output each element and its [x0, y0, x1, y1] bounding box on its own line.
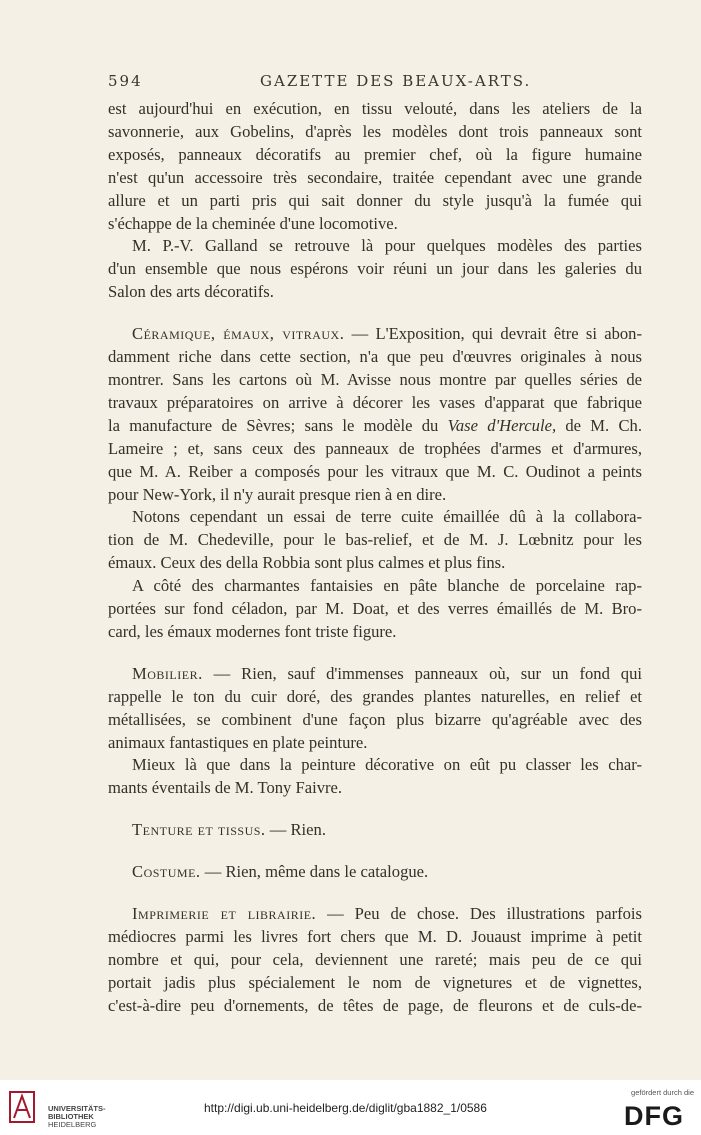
permalink-url[interactable]: http://digi.ub.uni-heidelberg.de/diglit/gba1882_1/0586 [204, 1101, 487, 1115]
paragraph-line: la manufacture de Sèvres; sans le modèle du Vase d'Hercule, de M. Ch. [108, 415, 642, 435]
paragraph-line: allure et un parti pris qui sait donner du style jusqu'à la fumée qui [108, 190, 642, 210]
paragraph-line: card, les émaux modernes font triste figure. [108, 621, 397, 641]
section-mobilier: Mobilier. — Rien, sauf d'immenses panneaux où, sur un fond qui [132, 663, 642, 683]
paragraph-line: d'un ensemble que nous espérons voir réuni un jour dans les galeries du [108, 259, 642, 279]
paragraph-line: que M. A. Reiber a composés pour les vitraux que M. C. Oudinot a peints [108, 461, 642, 481]
paragraph-line: portait jadis plus spécialement le nom de vignetures et de vignettes, [108, 972, 642, 992]
paragraph-line: mants éventails de M. Tony Faivre. [108, 778, 343, 798]
paragraph-line: Lameire ; et, sans ceux des panneaux de trophées d'armes et d'armures, [108, 438, 642, 458]
section-ceramique: Céramique, émaux, vitraux. — L'Exposition, qui devrait être si abon- [132, 324, 642, 344]
section-tenture: Tenture et tissus. — Rien. [132, 820, 326, 840]
section-heading: Céramique, émaux, vitraux. [132, 324, 345, 344]
paragraph: M. P.-V. Galland se retrouve là pour quelques modèles des parties [132, 236, 642, 256]
funding-caption: gefördert durch die [631, 1088, 694, 1097]
section-heading: Tenture et tissus. [132, 820, 266, 840]
paragraph: est aujourd'hui en exécution, en tissu velouté, dans les ateliers de la [108, 99, 642, 118]
paragraph-line: s'échappe de la cheminée d'une locomotive. [108, 213, 398, 233]
paragraph-line: Salon des arts décoratifs. [108, 282, 274, 302]
page-number: 594 [108, 72, 143, 90]
section-imprimerie: Imprimerie et librairie. — Peu de chose. Des illustrations parfois [132, 904, 642, 924]
section-heading: Mobilier. [132, 663, 203, 683]
section-heading: Costume. [132, 862, 201, 882]
paragraph-line: tion de M. Chedeville, pour le bas-relief, et de M. J. Lœbnitz pour les [108, 530, 642, 550]
paragraph-line: pour New-York, il n'y aurait presque rien à en dire. [108, 484, 447, 504]
paragraph-line: c'est-à-dire peu d'ornements, de têtes de page, de fleurons et de culs-de- [108, 995, 642, 1015]
paragraph-line: savonnerie, aux Gobelins, d'après les modèles dont trois panneaux sont [108, 121, 642, 141]
dfg-logo[interactable] [618, 1086, 694, 1132]
paragraph-line: portées sur fond céladon, par M. Doat, et des verres émaillés de M. Bro- [108, 599, 642, 619]
italic-title: Vase d'Hercule, [447, 415, 557, 435]
paragraph-line: métallisées, se combinent d'une façon plus bizarre qu'agréable avec des [108, 709, 642, 729]
section-costume: Costume. — Rien, même dans le catalogue. [132, 862, 429, 882]
section-heading: Imprimerie et librairie. [132, 904, 317, 924]
paragraph-line: exposés, panneaux décoratifs au premier chef, où la figure humaine [108, 144, 642, 164]
library-logo[interactable] [8, 1088, 118, 1128]
journal-title: GAZETTE DES BEAUX-ARTS. [260, 72, 532, 90]
paragraph-line: médiocres parmi les livres fort chers que M. D. Jouaust imprime à petit [108, 927, 642, 946]
paragraph-line: damment riche dans cette section, n'a que peu d'œuvres originales à nous [108, 347, 642, 367]
paragraph-line: émaux. Ceux des della Robbia sont plus calmes et plus fins. [108, 553, 506, 573]
library-name: UNIVERSITÄTS- BIBLIOTHEK HEIDELBERG [48, 1104, 106, 1129]
dfg-wordmark-icon [624, 1101, 694, 1129]
paragraph: Notons cependant un essai de terre cuite émaillée dû à la collabora- [132, 507, 642, 527]
paragraph-line: travaux préparatoires on arrive à décorer les vases d'apparat que fabrique [108, 392, 642, 412]
paragraph-line: rappelle le ton du cuir doré, des grandes plantes naturelles, en relief et [108, 686, 642, 706]
paragraph: Mieux là que dans la peinture décorative on eût pu classer les char- [132, 755, 642, 775]
paragraph: A côté des charmantes fantaisies en pâte blanche de porcelaine rap- [132, 576, 642, 596]
library-seal-icon [8, 1088, 38, 1126]
paragraph-line: n'est qu'un accessoire très secondaire, traitée cependant avec une grande [108, 167, 642, 187]
paragraph-line: animaux fantastiques en plate peinture. [108, 732, 368, 752]
funder-name: DFG [624, 1101, 684, 1129]
paragraph-line: nombre et qui, pour cela, deviennent une rareté; mais peu de ce qui [108, 949, 642, 969]
running-header [108, 72, 642, 94]
digitization-footer [0, 1080, 701, 1135]
body-text [108, 98, 642, 1018]
paragraph-line: montrer. Sans les cartons où M. Avisse nous montre par quelles séries de [108, 369, 642, 389]
